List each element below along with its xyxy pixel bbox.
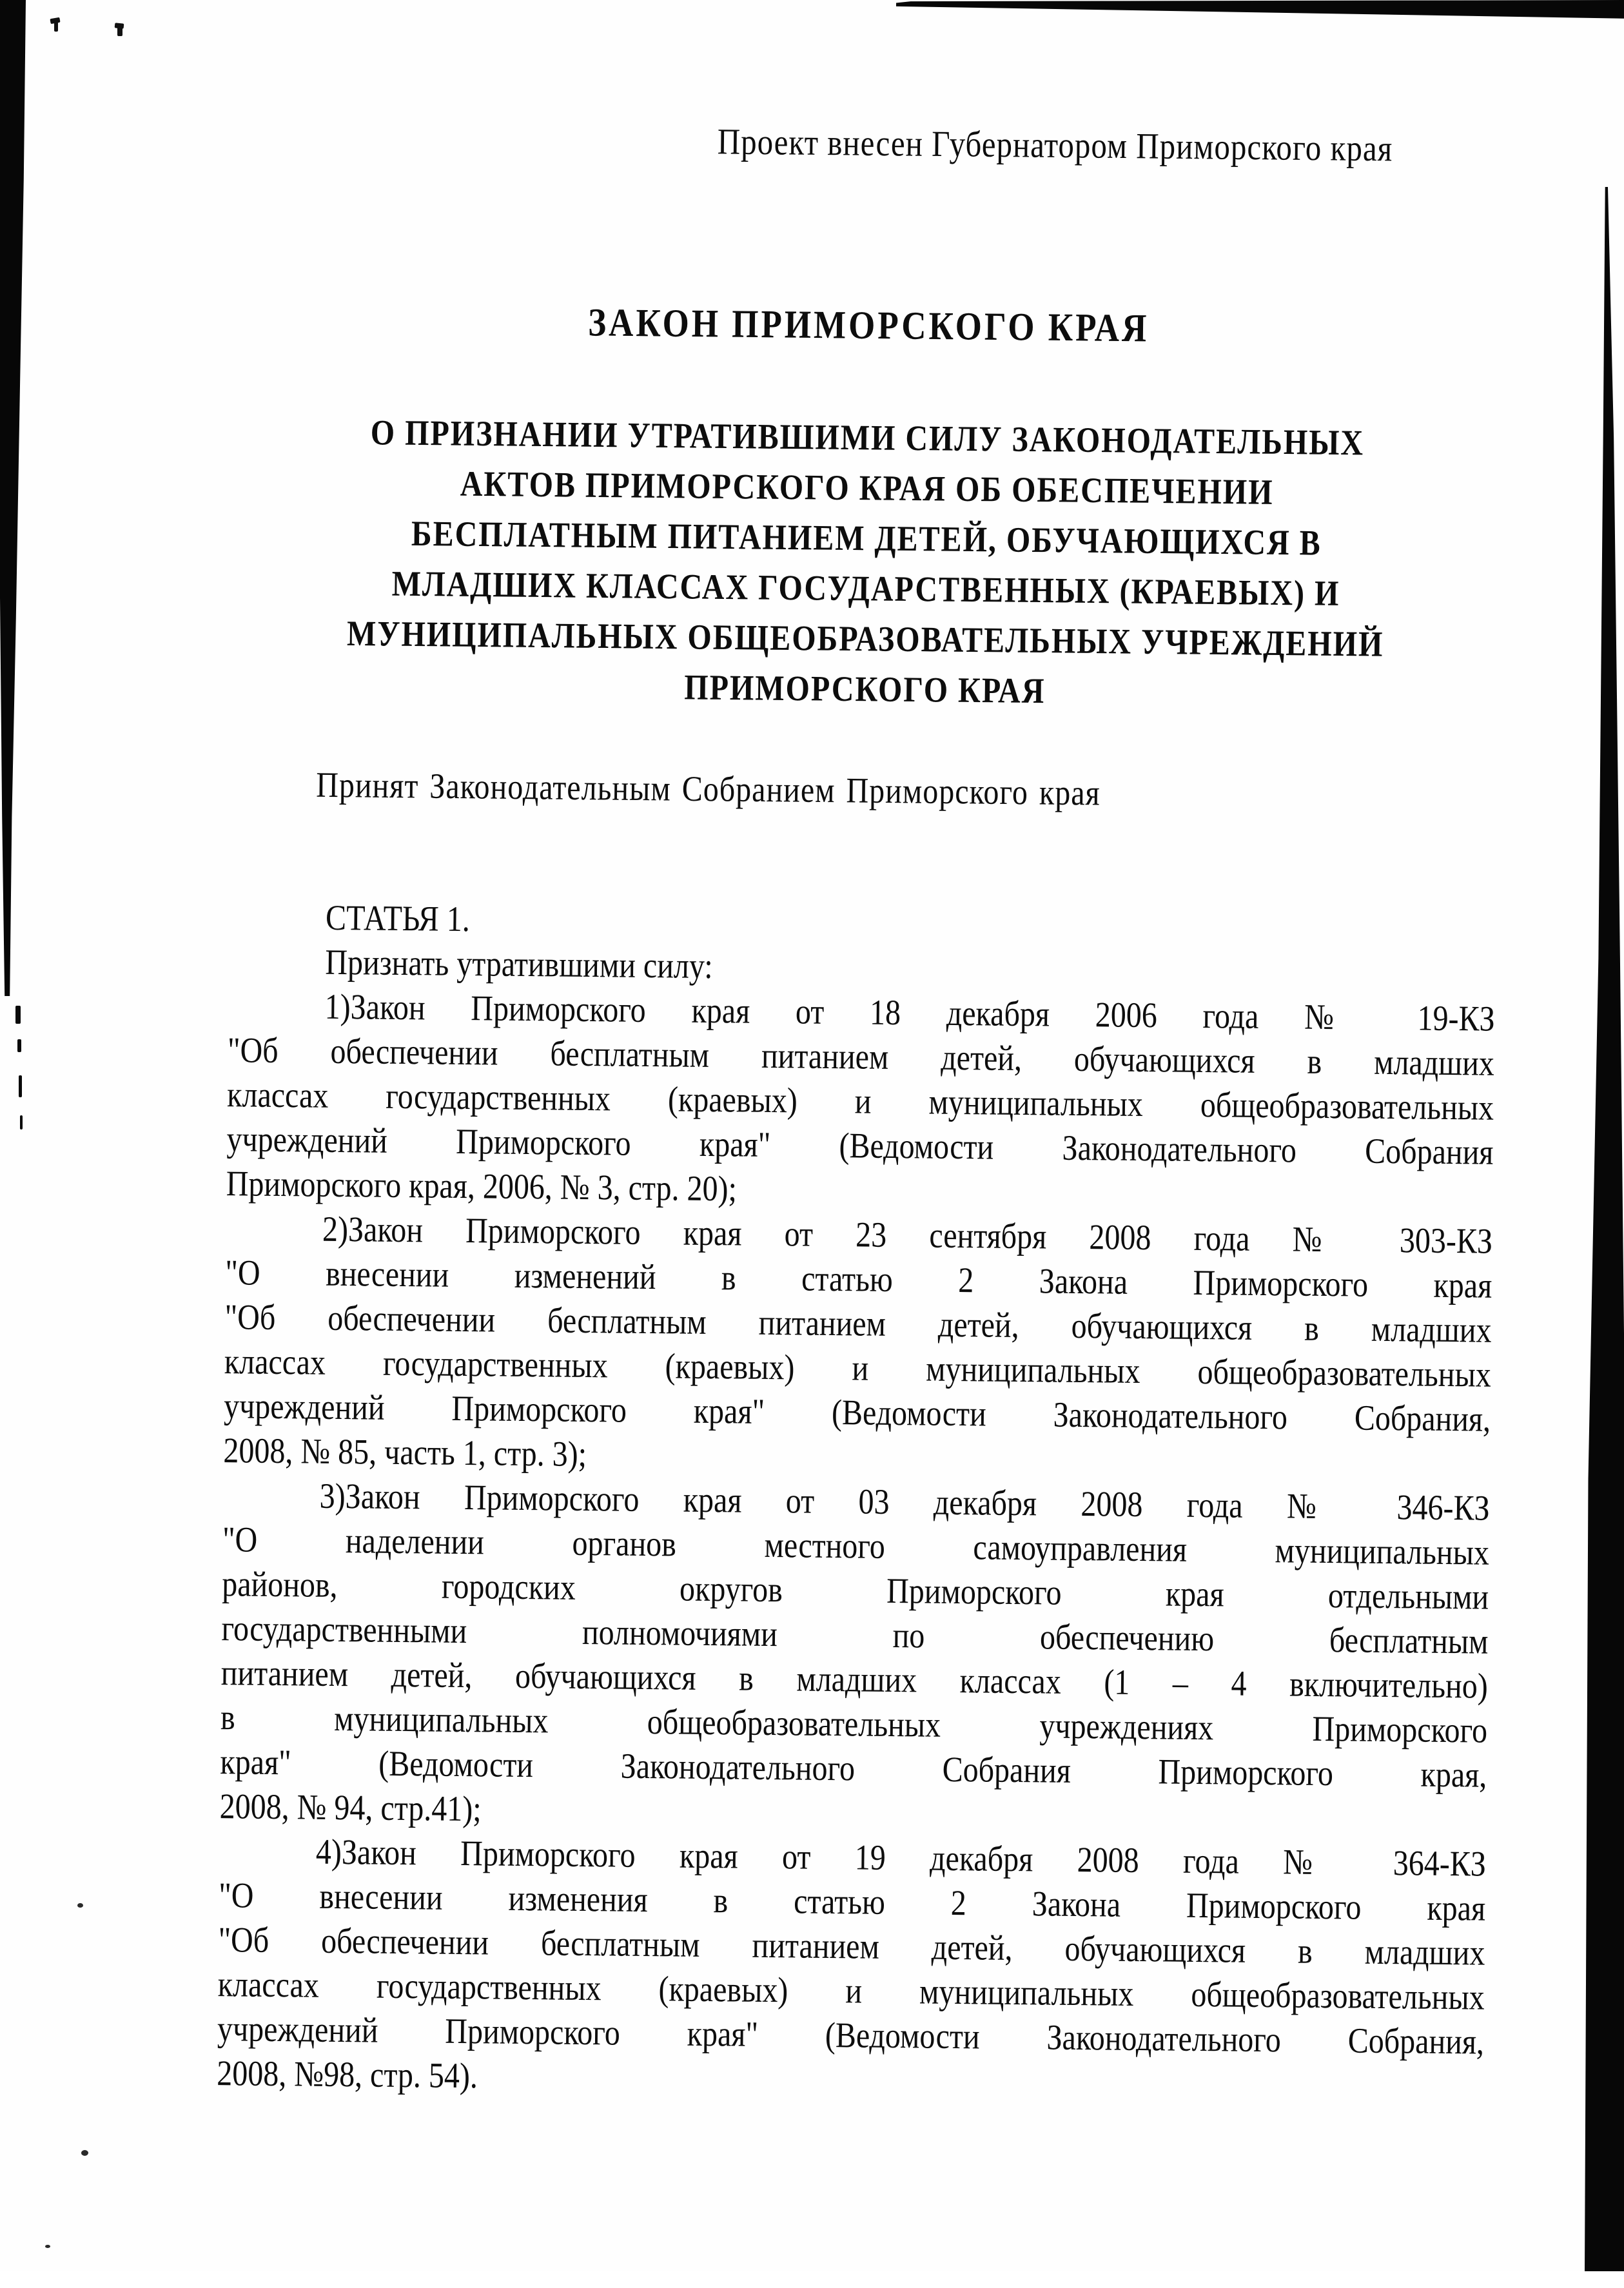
- paragraph-line: классах государственных (краевых) и муниципальных общеобразовательных: [217, 1964, 1485, 2018]
- article-body: [217, 895, 1496, 2109]
- paragraph-line: "О внесении изменений в статью 2 Закона Приморского края: [225, 1253, 1492, 1306]
- paragraph-line: 2008, №98, стр. 54).: [217, 2053, 478, 2097]
- paragraph-line: учреждений Приморского края" (Ведомости Законодательного Собрания,: [217, 2009, 1485, 2062]
- article-intro: Признать утратившими силу:: [325, 943, 713, 986]
- paragraph-line: "Об обеспечении бесплатным питанием детей, обучающихся в младших: [224, 1297, 1492, 1351]
- paragraph-line: учреждений Приморского края" (Ведомости Законодательного Собрания: [226, 1119, 1494, 1173]
- paragraph-line: государственными полномочиями по обеспечению бесплатным: [221, 1608, 1489, 1662]
- law-title-line: МУНИЦИПАЛЬНЫХ ОБЩЕОБРАЗОВАТЕЛЬНЫХ УЧРЕЖДЕНИЙ: [346, 614, 1384, 665]
- paragraph-line: 4)Закон Приморского края от 19 декабря 2008 года № 364-КЗ: [315, 1832, 1487, 1884]
- paragraph-line: районов, городских округов Приморского края отдельными: [221, 1564, 1489, 1618]
- paragraph-line: "О наделении органов местного самоуправления муниципальных: [222, 1520, 1490, 1573]
- paragraph-line: питанием детей, обучающихся в младших классах (1 – 4 включительно): [220, 1653, 1489, 1706]
- paragraph-line: "Об обеспечении бесплатным питанием детей, обучающихся в младших: [218, 1920, 1485, 1973]
- paragraph-line: классах государственных (краевых) и муниципальных общеобразовательных: [226, 1075, 1494, 1128]
- article-heading: СТАТЬЯ 1.: [325, 898, 471, 939]
- paragraph-line: края" (Ведомости Законодательного Собрания Приморского края,: [220, 1742, 1487, 1795]
- paragraph-line: 3)Закон Приморского края от 03 декабря 2008 года № 346-КЗ: [319, 1476, 1490, 1529]
- law-title-line: МЛАДШИХ КЛАССАХ ГОСУДАРСТВЕННЫХ (КРАЕВЫХ) И: [391, 563, 1340, 614]
- adoption-line: Принят Законодательным Собранием Приморского края: [315, 765, 1101, 814]
- paragraph-line: учреждений Приморского края" (Ведомости Законодательного Собрания,: [223, 1386, 1491, 1440]
- paragraph-line: классах государственных (краевых) и муниципальных общеобразовательных: [224, 1342, 1492, 1395]
- paragraph-line: 2008, № 85, часть 1, стр. 3);: [223, 1431, 587, 1474]
- law-title-line: АКТОВ ПРИМОРСКОГО КРАЯ ОБ ОБЕСПЕЧЕНИИ: [460, 464, 1274, 513]
- paragraph-line: 2)Закон Приморского края от 23 сентября 2008 года № 303-КЗ: [322, 1209, 1493, 1262]
- law-title: [231, 407, 1502, 723]
- paragraph-line: Приморского края, 2006, № 3, стр. 20);: [226, 1164, 738, 1209]
- paragraph-line: "О внесении изменения в статью 2 Закона Приморского края: [218, 1875, 1486, 1929]
- paragraph-line: 2008, № 94, стр.41);: [219, 1786, 482, 1830]
- law-title-line: ПРИМОРСКОГО КРАЯ: [683, 667, 1046, 711]
- law-title-line: БЕСПЛАТНЫМ ПИТАНИЕМ ДЕТЕЙ, ОБУЧАЮЩИХСЯ В: [411, 514, 1322, 563]
- document-type-heading: ЗАКОН ПРИМОРСКОГО КРАЯ: [587, 300, 1150, 351]
- paragraph-line: "Об обеспечении бесплатным питанием детей, обучающихся в младших: [227, 1030, 1495, 1084]
- paragraph-line: в муниципальных общеобразовательных учреждениях Приморского: [220, 1697, 1488, 1751]
- header-note: Проект внесен Губернатором Приморского края: [717, 121, 1393, 170]
- paragraph-line: 1)Закон Приморского края от 18 декабря 2006 года № 19-КЗ: [324, 987, 1495, 1039]
- law-title-line: О ПРИЗНАНИИ УТРАТИВШИМИ СИЛУ ЗАКОНОДАТЕЛЬНЫХ: [370, 413, 1365, 464]
